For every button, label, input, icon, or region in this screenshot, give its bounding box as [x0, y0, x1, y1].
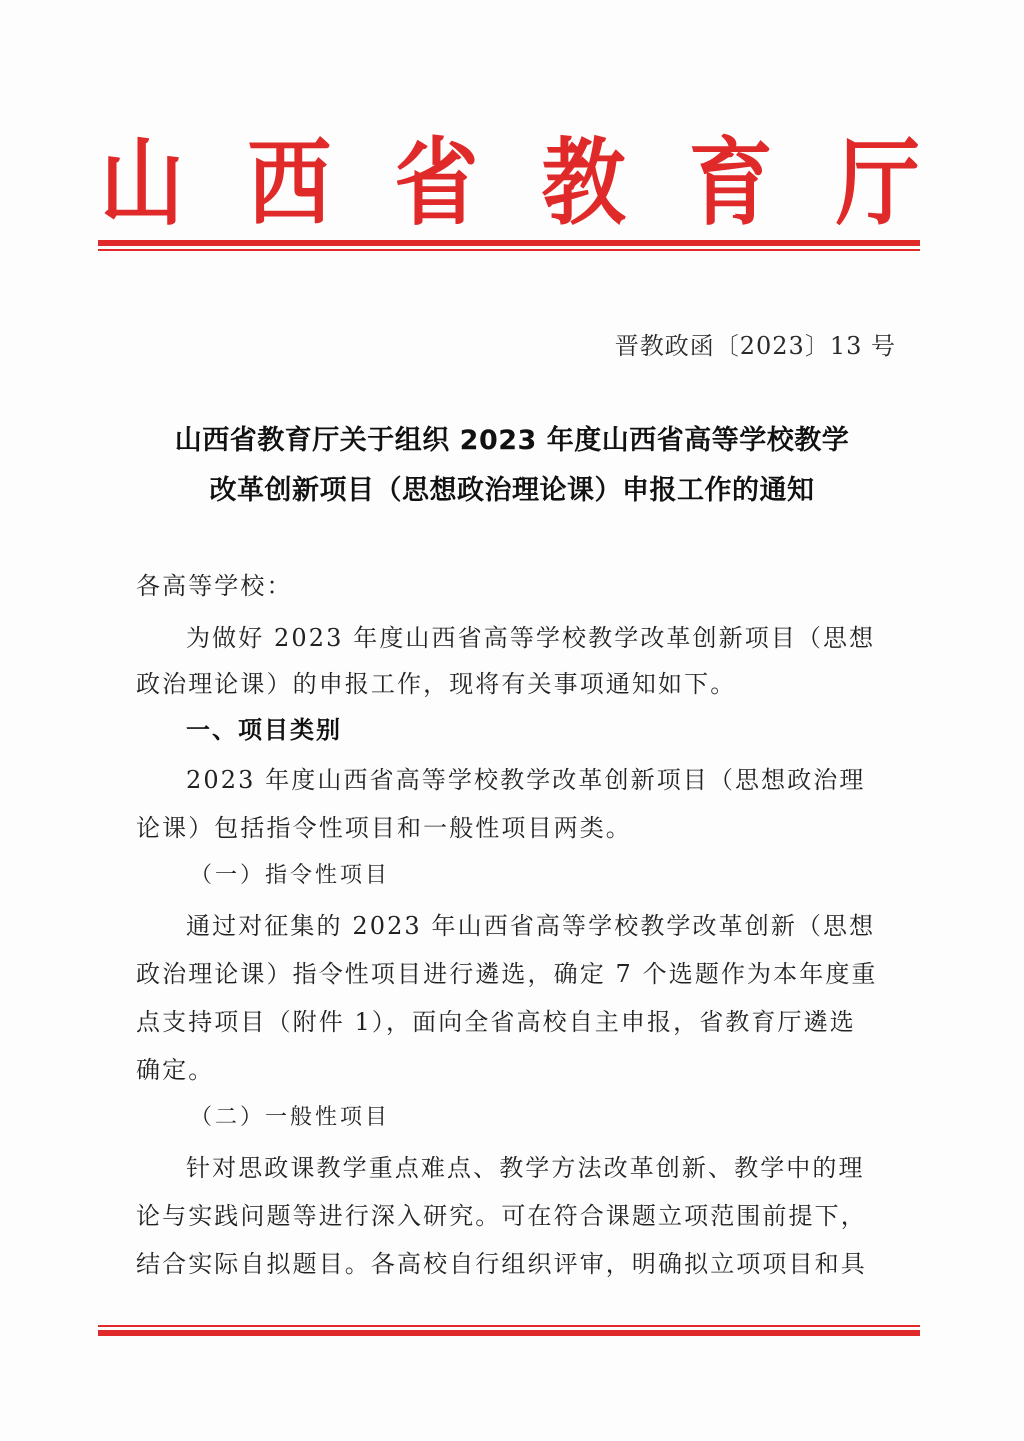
paragraph-line: 针对思政课教学重点难点、教学方法改革创新、教学中的理	[186, 1154, 865, 1182]
paragraph-line: 论课）包括指令性项目和一般性项目两类。	[136, 814, 632, 842]
masthead-char: 西	[247, 127, 332, 238]
masthead-char: 省	[394, 127, 479, 238]
document-number: 晋教政函〔2023〕13 号	[614, 332, 896, 360]
paragraph-line: 点支持项目（附件 1），面向全省高校自主申报，省教育厅遴选	[136, 1008, 856, 1036]
subsection-heading: （二）一般性项目	[190, 1105, 391, 1130]
footer-rule-thick	[98, 1330, 920, 1336]
header-rule-thin	[98, 249, 920, 251]
paragraph-line: 政治理论课）指令性项目进行遴选，确定 7 个选题作为本年度重	[136, 960, 878, 988]
paragraph-line: 确定。	[136, 1056, 215, 1084]
document-title-line: 改革创新项目（思想政治理论课）申报工作的通知	[209, 475, 815, 506]
masthead-char: 山	[100, 127, 185, 238]
masthead-char: 育	[688, 127, 773, 238]
salutation: 各高等学校：	[136, 572, 293, 600]
paragraph-line: 结合实际自拟题目。各高校自行组织评审，明确拟立项项目和具	[136, 1250, 867, 1278]
intro-line: 政治理论课）的申报工作，现将有关事项通知如下。	[136, 670, 737, 698]
document-title-line: 山西省教育厅关于组织 2023 年度山西省高等学校教学	[174, 425, 850, 456]
section-heading: 一、项目类别	[186, 716, 342, 744]
masthead-char: 教	[541, 127, 626, 238]
masthead	[100, 128, 920, 238]
subsection-heading: （一）指令性项目	[190, 863, 391, 888]
paragraph-line: 论与实践问题等进行深入研究。可在符合课题立项范围前提下，	[136, 1202, 867, 1230]
paragraph-line: 通过对征集的 2023 年山西省高等学校教学改革创新（思想	[186, 912, 876, 940]
masthead-char: 厅	[835, 127, 920, 238]
header-rule-thick	[98, 240, 920, 246]
footer-rule-thin	[98, 1325, 920, 1327]
intro-line: 为做好 2023 年度山西省高等学校教学改革创新项目（思想	[186, 624, 876, 652]
paragraph-line: 2023 年度山西省高等学校教学改革创新项目（思想政治理	[186, 766, 866, 794]
